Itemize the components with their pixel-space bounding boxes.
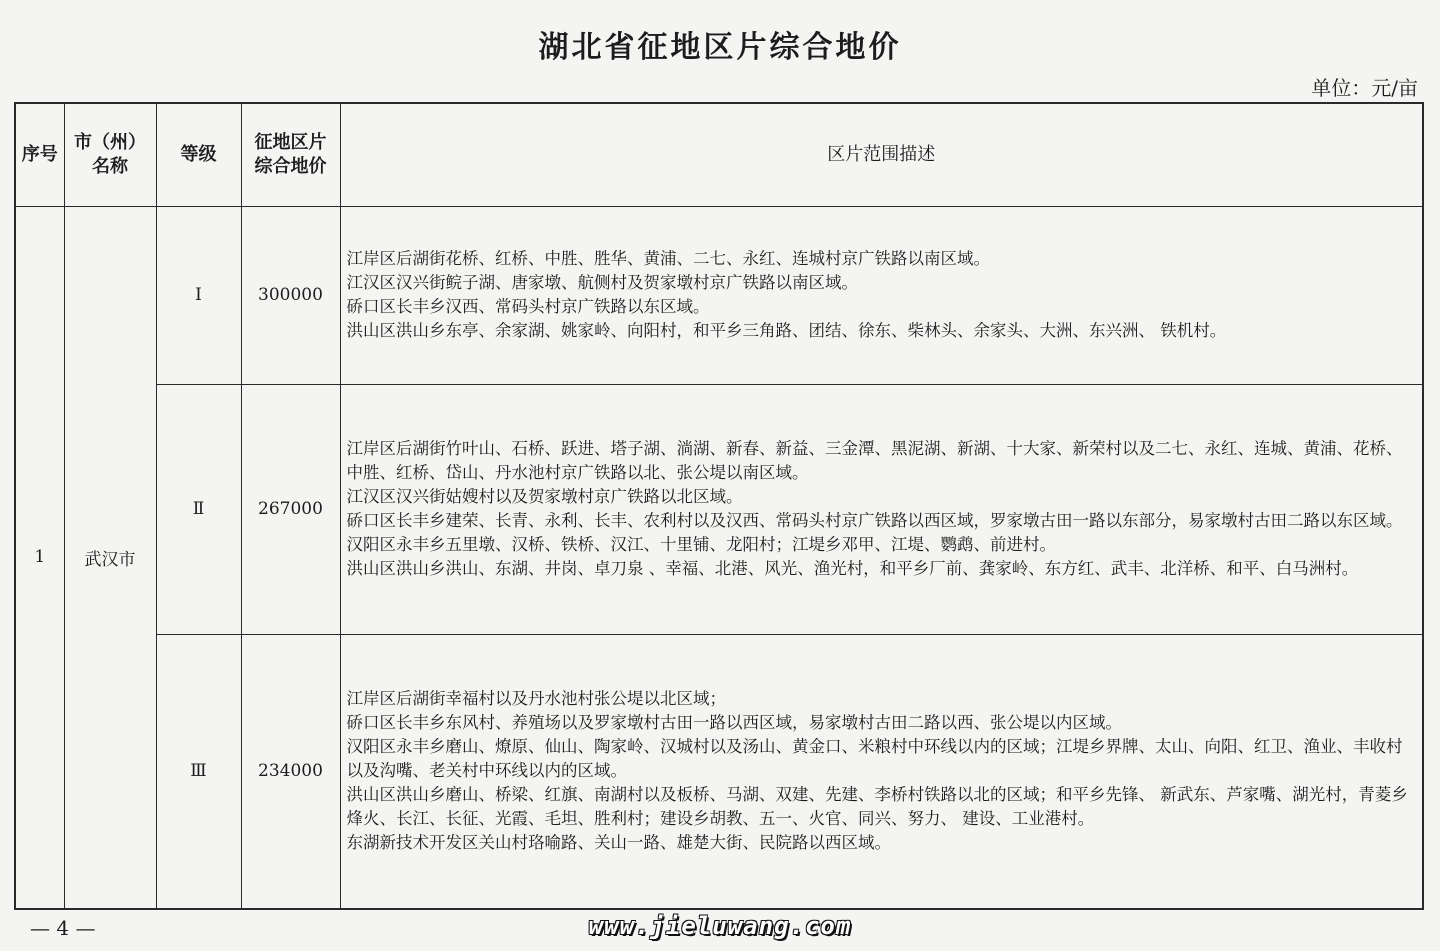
description-line: 江岸区后湖街幸福村以及丹水池村张公堤以北区域； [346,689,726,709]
description-line: 硚口区长丰乡东风村、养殖场以及罗家墩村古田一路以西区域，易家墩村古田二路以西、张公堤以内区域。 [346,713,1122,733]
grade-description [340,384,1423,634]
description-line: 汉阳区永丰乡五里墩、汉桥、铁桥、汉江、十里铺、龙阳村；江堤乡邓甲、江堤、鹦鹉、前进村。 [346,535,1056,554]
description-line: 洪山区洪山乡东亭、余家湖、姚家岭、向阳村，和平乡三角路、团结、徐东、柴林头、余家头、大洲、东兴洲、 铁机村。 [346,321,1227,340]
table-row-grade-1 [15,206,1423,384]
table-row-grade-2 [15,384,1423,634]
description-line: 汉阳区永丰乡磨山、燎原、仙山、陶家岭、汉城村以及汤山、黄金口、米粮村中环线以内的区域；江堤乡界牌、太山、向阳、红卫、渔业、丰收村以及沟嘴、老关村中环线以内的区域。 [346,737,1403,781]
header-price-line1: 征地区片 [254,131,327,153]
grade-label: Ⅱ [156,384,241,634]
header-grade: 等级 [156,103,241,206]
grade-description [340,634,1423,909]
grade-price: 300000 [241,206,340,384]
grade-price: 267000 [241,384,340,634]
grade-description [340,206,1423,384]
description-line: 江汉区汉兴街鲩子湖、唐家墩、航侧村及贺家墩村京广铁路以南区域。 [346,273,858,292]
grade-label: Ⅲ [156,634,241,909]
header-city [64,103,156,206]
page-number: — 4 — [30,916,96,940]
description-line: 硚口区长丰乡汉西、常码头村京广铁路以东区域。 [346,297,710,316]
header-seq: 序号 [15,103,64,206]
description-line: 硚口区长丰乡建荣、长青、永利、长丰、农利村以及汉西、常码头村京广铁路以西区域，罗家墩古田一路以东部分，易家墩村古田二路以东区域。 [346,511,1403,530]
description-line: 江岸区后湖街花桥、红桥、中胜、胜华、黄浦、二七、永红、连城村京广铁路以南区域。 [346,249,990,268]
grade-label: Ⅰ [156,206,241,384]
row-seq: 1 [15,206,64,909]
header-price-line2: 综合地价 [254,155,327,177]
table-header-row [15,103,1423,206]
description-line: 洪山区洪山乡磨山、桥梁、红旗、南湖村以及板桥、马湖、双建、先建、李桥村铁路以北的区域；和平乡先锋、 新武东、芦家嘴、湖光村，青菱乡烽火、长江、长征、光霞、毛坦、胜利村；建设乡胡教、五一、火官、同兴、努力、 建设、工业港村。 [346,785,1408,829]
grade-price: 234000 [241,634,340,909]
unit-label: 单位：元/亩 [1311,76,1418,100]
header-city-line2: 名称 [92,155,128,177]
description-line: 江汉区汉兴街姑嫂村以及贺家墩村京广铁路以北区域。 [346,487,743,506]
watermark: www.jieluwang.com [588,912,852,940]
description-line: 东湖新技术开发区关山村珞喻路、关山一路、雄楚大街、民院路以西区域。 [346,833,891,853]
header-description: 区片范围描述 [340,103,1423,206]
description-line: 江岸区后湖街竹叶山、石桥、跃进、塔子湖、淌湖、新春、新益、三金潭、黑泥湖、新湖、十大家、新荣村以及二七、永红、连城、黄浦、花桥、中胜、红桥、岱山、丹水池村京广铁路以北、张公堤以南区域。 [346,439,1403,482]
table-row-grade-3 [15,634,1423,909]
header-city-line1: 市（州） [74,131,146,153]
document-title: 湖北省征地区片综合地价 [538,30,902,65]
description-line: 洪山区洪山乡洪山、东湖、井岗、卓刀泉 、幸福、北港、风光、渔光村，和平乡厂前、龚家岭、东方红、武丰、北洋桥、和平、白马洲村。 [346,559,1359,578]
header-price [241,103,340,206]
land-price-table [14,102,1424,910]
row-city: 武汉市 [64,206,156,909]
